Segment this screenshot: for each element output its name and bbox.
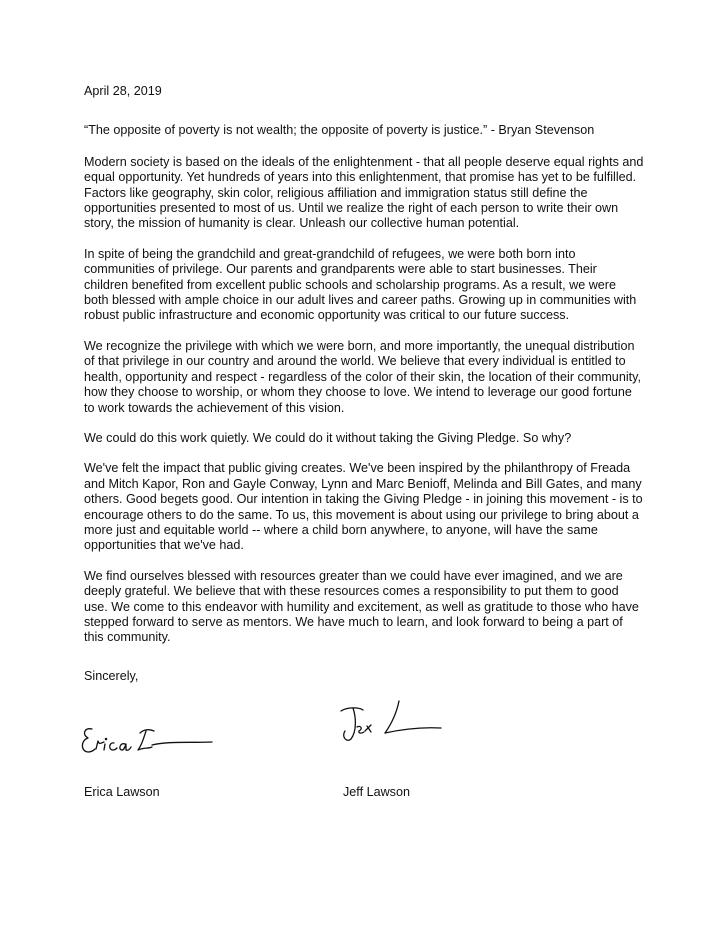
- signatory-names: [84, 785, 644, 801]
- paragraph: We've felt the impact that public giving creates. We've been inspired by the philanthropy of Freada and Mitch Kapor, Ron and Gayle Conway, Lynn and Marc Benioff, Melinda and Bill Gates, and many others. Good begets good. Our intention in taking the Giving Pledge - in joining this movement - is to encourage others to do the same. To us, this movement is about using our privilege to bring about a more just and equitable world -- where a child born anywhere, to anyone, will have the same opportunities that we've had.: [84, 461, 643, 553]
- signatory-name-erica: Erica Lawson: [84, 784, 160, 799]
- signature-jeff-icon: [337, 697, 447, 757]
- closing: Sincerely,: [84, 668, 139, 683]
- paragraph: In spite of being the grandchild and great-grandchild of refugees, we were both born into communities of privilege. Our parents and grandparents were able to start businesses. Their children benefited from excellent public schools and scholarship programs. As a result, we were both blessed with ample choice in our adult lives and career paths. Growing up in communities with robust public infrastructure and economic opportunity was critical to our future success.: [84, 246, 637, 323]
- paragraph: We could do this work quietly. We could do it without taking the Giving Pledge. So why?: [84, 430, 572, 445]
- signatory-name-jeff: Jeff Lawson: [343, 784, 410, 799]
- paragraph: We recognize the privilege with which we were born, and more importantly, the unequal distribution of that privilege in our country and around the world. We believe that every individual is entitled to health, opportunity and respect - regardless of the color of their skin, the location of their community, how they choose to worship, or whom they choose to love. We intend to leverage our good fortune to work towards the achievement of this vision.: [84, 338, 641, 415]
- signature-erica-icon: [78, 719, 218, 761]
- signature-area: [84, 697, 644, 785]
- opening-quote: “The opposite of poverty is not wealth; the opposite of poverty is justice.” - Bryan Stevenson: [84, 123, 595, 138]
- letter-date: April 28, 2019: [84, 84, 162, 98]
- paragraph: We find ourselves blessed with resources greater than we could have ever imagined, and we are deeply grateful. We believe that with these resources comes a responsibility to put them to good use. We come to this endeavor with humility and excitement, as well as gratitude to those who have stepped forward to serve as mentors. We have much to learn, and look forward to being a part of this community.: [84, 568, 639, 645]
- letter-body: [84, 84, 644, 801]
- paragraph: Modern society is based on the ideals of the enlightenment - that all people deserve equal rights and equal opportunity. Yet hundreds of years into this enlightenment, that promise has yet to be fulfilled. Factors like geography, skin color, religious affiliation and immigration status still define the opportunities presented to most of us. Until we realize the right of each person to write their own story, the mission of humanity is clear. Unleash our collective human potential.: [84, 154, 644, 231]
